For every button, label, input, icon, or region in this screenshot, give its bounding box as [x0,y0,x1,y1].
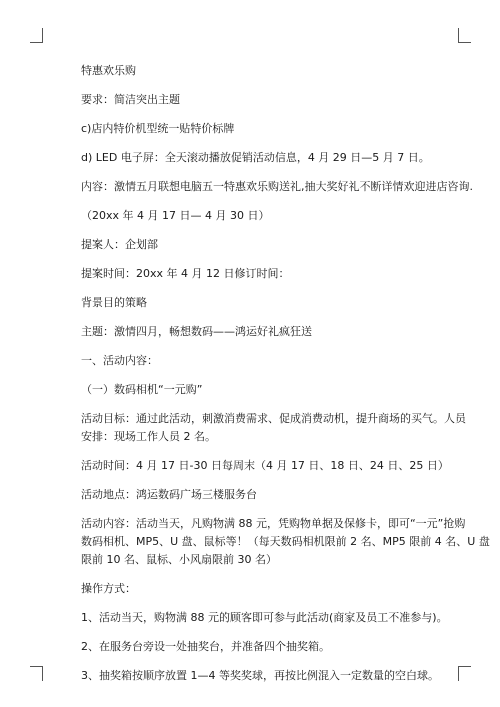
crop-mark-bottom-right [458,666,471,681]
paragraph-operation-heading: 操作方式： [81,582,136,595]
paragraph-detail [81,515,490,569]
paragraph-step-3: 3、抽奖箱按顺序放置 1—4 等奖奖球，再按比例混入一定数量的空白球。 [81,669,439,682]
detail-line-1: 活动内容：活动当天，凡购物满 88 元，凭购物单据及保修卡，即可“一元”抢购 [81,517,466,530]
goal-line-2: 安排：现场工作人员 2 名。 [81,430,216,443]
paragraph-led-screen: d) LED 电子屏：全天滚动播放促销活动信息，4 月 29 日—5 月 7 日。 [81,151,430,164]
paragraph-date-range: （20xx 年 4 月 17 日— 4 月 30 日） [81,209,270,222]
crop-mark-bottom-left [30,666,43,681]
paragraph-theme: 主题：激情四月，畅想数码——鸿运好礼疯狂送 [81,325,312,338]
heading-special-offer: 特惠欢乐购 [81,64,136,77]
detail-line-3: 限前 10 名、鼠标、小风扇限前 30 名） [81,553,277,566]
crop-mark-top-right [458,28,471,43]
paragraph-goal [81,410,466,446]
detail-line-2: 数码相机、MP5、U 盘、鼠标等！（每天数码相机限前 2 名、MP5 限前 4 名、U 盘 [81,535,490,548]
subsection-heading-camera: （一）数码相机“一元购” [81,383,203,396]
goal-line-1: 活动目标：通过此活动，刺激消费需求、促成消费动机，提升商场的买气。人员 [81,412,466,425]
section-heading-activity: 一、活动内容： [81,354,158,367]
paragraph-step-1: 1、活动当天，购物满 88 元的顾客即可参与此活动(商家及员工不准参与)。 [81,611,448,624]
paragraph-time: 活动时间：4 月 17 日-30 日每周末（4 月 17 日、18 日、24 日、25 日） [81,459,449,472]
paragraph-step-2: 2、在服务台旁设一处抽奖台，并准备四个抽奖箱。 [81,640,330,653]
paragraph-proposal-time: 提案时间：20xx 年 4 月 12 日修订时间： [81,267,290,280]
paragraph-proposer: 提案人：企划部 [81,238,158,251]
paragraph-place: 活动地点：鸿运数码广场三楼服务台 [81,488,257,501]
paragraph-requirement: 要求：简洁突出主题 [81,93,180,106]
paragraph-background: 背景目的策略 [81,296,147,309]
paragraph-content: 内容：激情五月联想电脑五一特惠欢乐购送礼,抽大奖好礼不断详情欢迎进店咨询. [81,180,473,193]
document-body [81,62,490,696]
crop-mark-top-left [30,28,43,43]
paragraph-price-tags: c)店内特价机型统一贴特价标牌 [81,122,235,135]
